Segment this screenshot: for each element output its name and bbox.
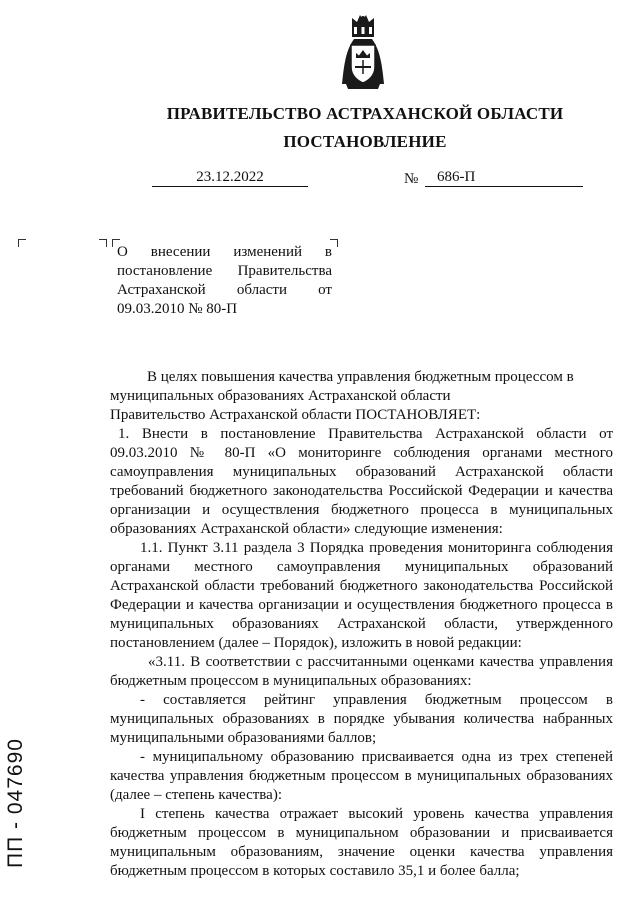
corner-mark [18, 239, 26, 247]
paragraph-bullet-degree: - муниципальному образованию присваивается одна из трех степеней качества управления бюджетным процессом в муниципальных образованиях (далее – степень качества): [110, 749, 613, 803]
paragraph-degree-1: I степень качества отражает высокий уровень качества управления бюджетным процессом в муниципальном образовании и присваивается муниципальным образованиям, значение оценки качества управления бюджетным процессом в которых составило 35,1 и более балла; [110, 806, 613, 879]
paragraph-resolves: Правительство Астраханской области ПОСТАНОВЛЯЕТ: [110, 407, 481, 423]
number-sign: № [404, 171, 419, 187]
document-type-title: ПОСТАНОВЛЕНИЕ [283, 132, 447, 151]
paragraph-bullet-rating: - составляется рейтинг управления бюджетным процессом в муниципальных образованиях в порядке убывания количества набранных муниципальными образованиями баллов; [110, 692, 613, 746]
paragraph-intro: В целях повышения качества управления бюджетным процессом в муниципальных образованиях Астраханской области [110, 369, 574, 404]
paragraph-item-1: 1. Внести в постановление Правительства Астраханской области от 09.03.2010 № 80-П «О мониторинге соблюдения органами местного самоуправления муниципальных образований Астраханской области требований бюджетного законодательства Российской Федерации и качества организации и осуществления бюджетного процесса в муниципальных образованиях Астраханской области» следующие изменения: [110, 426, 613, 537]
corner-mark [99, 239, 107, 247]
document-number-field [425, 170, 583, 187]
margin-registration-code: ПП - 047690 [4, 738, 27, 868]
document-date: 23.12.2022 [152, 170, 308, 187]
document-number: 686-П [437, 169, 476, 185]
paragraph-item-1-1: 1.1. Пункт 3.11 раздела 3 Порядка проведения мониторинга соблюдения органами местного самоуправления муниципальных образований Астраханской области требований бюджетного законодательства Российской Федерации и качества организации и осуществления бюджетного процесса в муниципальных образованиях Астраханской области, утвержденного постановлением (далее – Порядок), изложить в новой редакции: [110, 540, 613, 651]
document-subject: О внесении изменений в постановление Правительства Астраханской области от 09.03.2010 № 80-П [117, 244, 332, 317]
coat-of-arms-emblem [340, 14, 386, 90]
paragraph-clause-3-11: «3.11. В соответствии с рассчитанными оценками качества управления бюджетным процессом в муниципальных образованиях: [110, 654, 613, 689]
document-body [110, 368, 613, 881]
government-title: ПРАВИТЕЛЬСТВО АСТРАХАНСКОЙ ОБЛАСТИ [166, 104, 564, 123]
